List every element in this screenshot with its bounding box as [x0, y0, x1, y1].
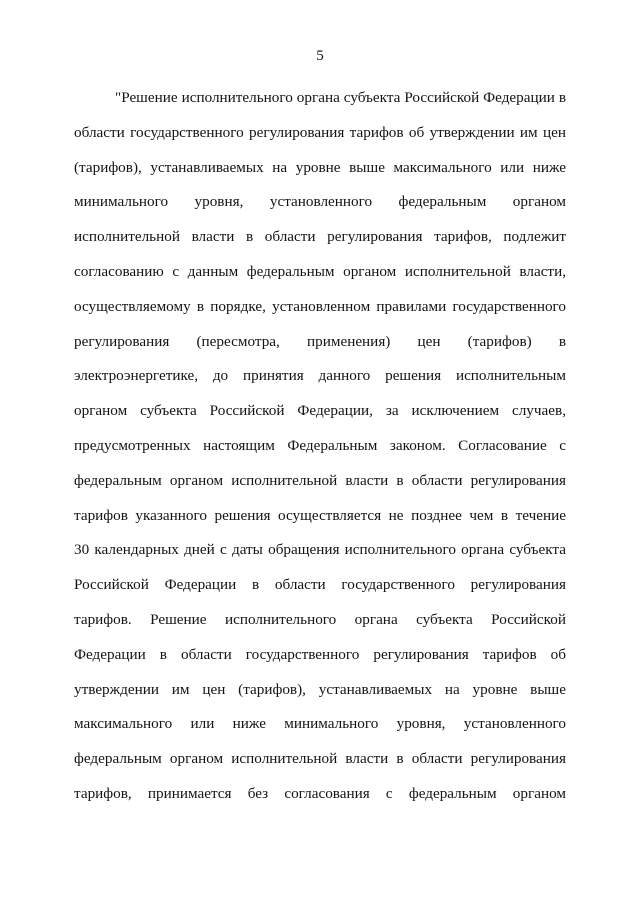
text-line: Федерации в области государственного регулирования тарифов об	[74, 645, 566, 663]
text-line: тарифов, принимается без согласования с федеральным органом	[74, 784, 566, 802]
text-line: тарифов. Решение исполнительного органа субъекта Российской	[74, 610, 566, 628]
text-line: тарифов указанного решения осуществляется не позднее чем в течение	[74, 506, 566, 524]
text-line: регулирования (пересмотра, применения) цен (тарифов) в	[74, 332, 566, 350]
text-line: области государственного регулирования тарифов об утверждении им цен	[74, 123, 566, 141]
text-line: предусмотренных настоящим Федеральным законом. Согласование с	[74, 436, 566, 454]
text-line: утверждении им цен (тарифов), устанавливаемых на уровне выше	[74, 680, 566, 698]
text-line: максимального или ниже минимального уровня, установленного	[74, 715, 566, 733]
text-line: федеральным органом исполнительной власти в области регулирования	[74, 471, 566, 489]
text-line: федеральным органом исполнительной власти в области регулирования	[74, 750, 566, 768]
text-line: органом субъекта Российской Федерации, за исключением случаев,	[74, 402, 566, 420]
text-line: 30 календарных дней с даты обращения исполнительного органа субъекта	[74, 541, 566, 559]
text-line: электроэнергетике, до принятия данного решения исполнительным	[74, 367, 566, 385]
page-number: 5	[316, 48, 324, 64]
text-line: согласованию с данным федеральным органом исполнительной власти,	[74, 262, 566, 280]
text-line: минимального уровня, установленного федеральным органом	[74, 193, 566, 211]
text-line: исполнительной власти в области регулирования тарифов, подлежит	[74, 228, 566, 246]
text-line: Российской Федерации в области государственного регулирования	[74, 576, 566, 594]
body-paragraph	[74, 81, 566, 812]
text-line: осуществляемому в порядке, установленном правилами государственного	[74, 297, 566, 315]
text-line: "Решение исполнительного органа субъекта Российской Федерации в	[115, 89, 566, 106]
text-line: (тарифов), устанавливаемых на уровне выше максимального или ниже	[74, 158, 566, 176]
